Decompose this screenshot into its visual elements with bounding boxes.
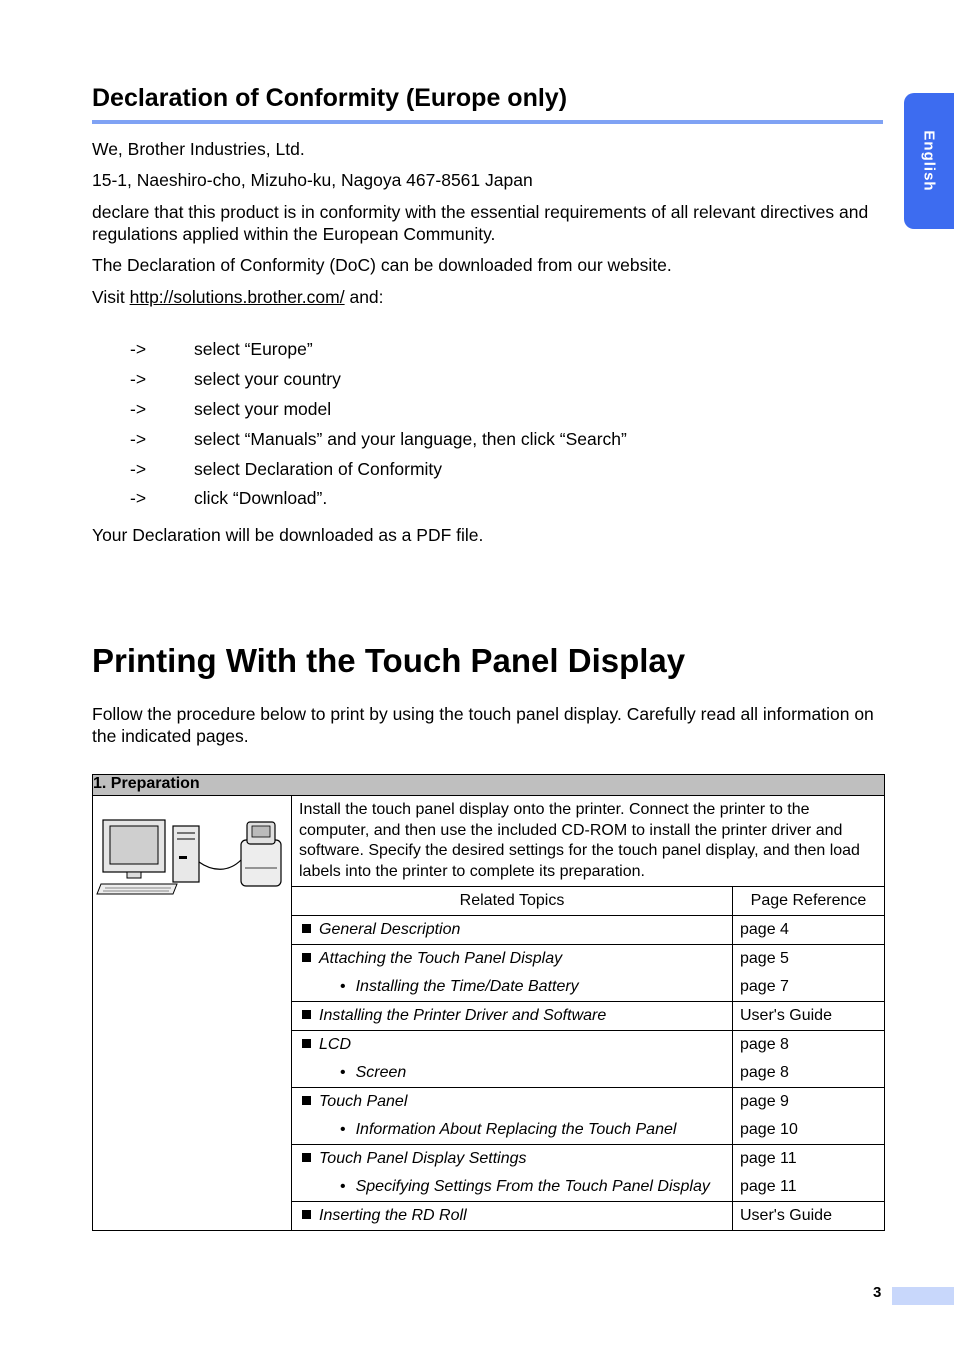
visit-line [92,286,887,308]
visit-suffix: and: [344,287,384,307]
bullet-marker: • [340,1064,346,1081]
table-row [292,1202,884,1231]
arrow-marker: -> [130,488,147,508]
table-row [292,1031,884,1088]
topic-label: General Description [319,921,461,938]
page-number-bar [892,1287,954,1305]
square-bullet-icon [302,1153,311,1162]
step-text: select “Manuals” and your language, then click “Search” [194,429,627,449]
topic-label: Inserting the RD Roll [319,1207,467,1224]
address-line: 15-1, Naeshiro-cho, Mizuho-ku, Nagoya 467-8561 Japan [92,170,533,190]
page-ref-sub: page 10 [740,1121,798,1138]
step-item [130,338,313,360]
table-row [292,1145,884,1202]
page-reference-header: Page Reference [733,887,885,916]
arrow-marker: -> [130,369,147,389]
topic-label: Touch Panel [319,1093,408,1110]
topic-cell [292,945,733,1002]
arrow-marker: -> [130,459,147,479]
setup-illustration-cell [93,796,292,1231]
topic-cell [292,1088,733,1145]
page-ref-cell [733,1088,885,1145]
topic-label: Attaching the Touch Panel Display [319,950,563,967]
page-ref-cell: page 4 [733,916,885,945]
topic-cell [292,1145,733,1202]
table-row [292,1088,884,1145]
declaration-heading: Declaration of Conformity (Europe only) [92,84,568,112]
topic-cell [292,916,733,945]
subtopic-label: Information About Replacing the Touch Panel [355,1121,677,1138]
square-bullet-icon [302,1010,311,1019]
visit-prefix: Visit [92,287,130,307]
topic-cell [292,1031,733,1088]
page-ref: page 11 [740,1150,797,1167]
step-item [130,428,627,450]
subtopic-label: Screen [355,1064,407,1081]
square-bullet-icon [302,1210,311,1219]
section-intro: Follow the procedure below to print by using the touch panel display. Carefully read all information on the indicated pages. [92,704,874,746]
step-text: select your model [194,399,332,419]
page-ref: page 5 [740,950,789,967]
related-topics-header: Related Topics [292,887,733,916]
page-ref-cell [733,1031,885,1088]
arrow-marker: -> [130,399,147,419]
topic-label: LCD [319,1036,352,1053]
square-bullet-icon [302,953,311,962]
step-text: select your country [194,369,341,389]
company-line: We, Brother Industries, Ltd. [92,139,305,159]
subtopic-label: Specifying Settings From the Touch Panel Display [355,1178,710,1195]
bullet-marker: • [340,1178,346,1195]
page-ref-sub: page 7 [740,978,789,995]
step-text: select Declaration of Conformity [194,459,443,479]
bullet-marker: • [340,978,346,995]
page-ref-sub: page 11 [740,1178,797,1195]
step-item [130,487,327,509]
page-ref-cell [733,945,885,1002]
arrow-marker: -> [130,429,147,449]
square-bullet-icon [302,1039,311,1048]
topic-cell [292,1202,733,1231]
preparation-description: Install the touch panel display onto the printer. Connect the printer to the computer, and then use the included CD-ROM to install the printer driver and software. Specify the desired settings for the touch panel display, and then load labels into the printer to complete its preparation. [299,801,860,880]
step-text: select “Europe” [194,339,313,359]
table-row [292,916,884,945]
topic-label: Touch Panel Display Settings [319,1150,527,1167]
brother-solutions-link[interactable]: http://solutions.brother.com/ [129,287,345,307]
language-tab-label: English [920,130,938,192]
preparation-table [92,774,885,1231]
related-topics-table [292,886,884,1230]
conformity-statement: declare that this product is in conformity with the essential requirements of all relevant directives and regulations applied within the European Community. [92,202,869,244]
square-bullet-icon [302,1096,311,1105]
table-row [292,945,884,1002]
arrow-marker: -> [130,339,147,359]
preparation-title: 1. Preparation [93,775,885,796]
closing-line: Your Declaration will be downloaded as a PDF file. [92,525,484,545]
page-ref: page 9 [740,1093,789,1110]
page-number: 3 [873,1284,882,1301]
step-text: click “Download”. [194,488,328,508]
topic-cell [292,1002,733,1031]
language-tab [904,93,954,229]
step-item [130,458,442,480]
bullet-marker: • [340,1121,346,1138]
step-item [130,398,331,420]
topic-label: Installing the Printer Driver and Software [319,1007,607,1024]
page-ref-cell: User's Guide [733,1002,885,1031]
heading-rule [92,120,883,124]
section-title: Printing With the Touch Panel Display [92,642,686,679]
page-ref-cell [733,1145,885,1202]
step-item [130,368,341,390]
page-ref: page 8 [740,1036,789,1053]
table-row [292,1002,884,1031]
subtopic-label: Installing the Time/Date Battery [355,978,579,995]
page-ref-cell: User's Guide [733,1202,885,1231]
doc-download-note: The Declaration of Conformity (DoC) can be downloaded from our website. [92,255,672,275]
preparation-details [292,796,885,1231]
square-bullet-icon [302,924,311,933]
page-ref-sub: page 8 [740,1064,789,1081]
computer-printer-illustration [93,796,289,896]
